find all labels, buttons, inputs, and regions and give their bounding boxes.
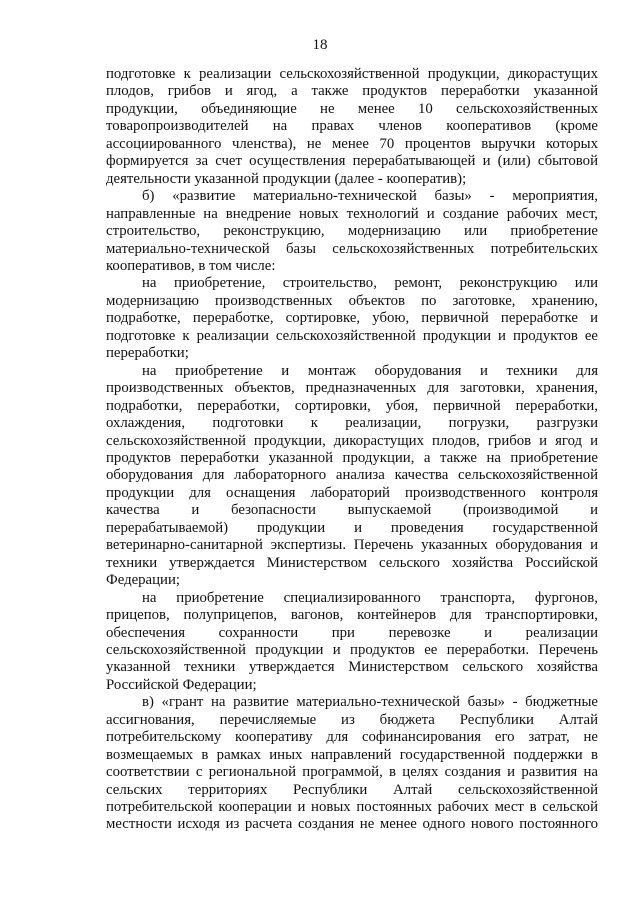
text-line: сельскохозяйственной продукции, дикорастущих плодов, грибов и ягод и (106, 432, 598, 449)
text-line: ассигнования, перечисляемые из бюджета Республики Алтай (106, 711, 598, 728)
paragraph (106, 188, 598, 275)
text-line: охлаждения, подготовки к реализации, погрузки, разгрузки (106, 415, 598, 432)
text-line: подготовке к реализации сельскохозяйственной продукции и продуктов ее (106, 327, 598, 344)
paragraph (106, 275, 598, 362)
text-line: переработки; (106, 345, 189, 362)
text-line: деятельности указанной продукции (далее - кооператив); (106, 170, 467, 187)
text-line: в) «грант на развитие материально-технической базы» - бюджетные (142, 694, 598, 711)
text-line: производственных объектов, предназначенных для заготовки, хранения, (106, 380, 598, 397)
text-line: сельских территориях Республики Алтай сельскохозяйственной (106, 781, 598, 798)
text-line: на приобретение и монтаж оборудования и техники для (142, 362, 598, 379)
text-line: обеспечения сохранности при перевозке и реализации (106, 624, 598, 641)
text-line: продуктов переработки указанной продукции, а также на приобретение (106, 449, 598, 466)
text-line: возмещаемых в рамках иных направлений государственной поддержки в (106, 746, 598, 763)
text-line: сельскохозяйственной продукции и продуктов ее переработки. Перечень (106, 641, 598, 658)
text-line: соответствии с региональной программой, в целях создания и развития на (106, 764, 598, 781)
text-line: материально-технической базы сельскохозяйственных потребительских (106, 240, 598, 257)
text-line: ассоциированного членства), не менее 70 процентов выручки которых (106, 135, 598, 152)
text-line: Российской Федерации; (106, 676, 257, 693)
page-number: 18 (312, 37, 328, 53)
text-line: местности исходя из расчета создания не менее одного нового постоянного (106, 816, 598, 833)
text-line: потребительской кооперации и новых постоянных рабочих мест в сельской (106, 799, 598, 816)
text-line: качества и безопасности выпускаемой (производимой и (106, 502, 598, 519)
text-line: прицепов, полуприцепов, вагонов, контейнеров для транспортировки, (106, 607, 598, 624)
text-line: на приобретение, строительство, ремонт, реконструкцию или (142, 275, 598, 292)
text-line: на приобретение специализированного транспорта, фургонов, (142, 589, 598, 606)
text-line: подработки, переработки, сортировки, убоя, первичной переработки, (106, 397, 598, 414)
paragraph (106, 694, 598, 834)
text-line: указанной техники утверждается Министерством сельского хозяйства (106, 659, 598, 676)
text-line: б) «развитие материально-технической базы» - мероприятия, (142, 188, 598, 205)
text-line: модернизацию производственных объектов по заготовке, хранению, (106, 292, 598, 309)
paragraph (106, 590, 598, 695)
text-line: Федерации; (106, 572, 180, 589)
text-line: потребительскому кооперативу для софинансирования его затрат, не (106, 729, 598, 746)
document-body (106, 66, 598, 834)
text-line: техники утверждается Министерством сельского хозяйства Российской (106, 554, 598, 571)
paragraph (106, 363, 598, 590)
text-line: товаропроизводителей на правах членов кооперативов (кроме (106, 118, 598, 135)
text-line: подработке, переработке, сортировке, убою, первичной переработке и (106, 310, 598, 327)
text-line: направленные на внедрение новых технологий и создание рабочих мест, (106, 205, 598, 222)
paragraph (106, 66, 598, 188)
text-line: ветеринарно-санитарной экспертизы. Перечень указанных оборудования и (106, 537, 598, 554)
text-line: строительство, реконструкцию, модернизацию или приобретение (106, 223, 598, 240)
text-line: продукции, объединяющие не менее 10 сельскохозяйственных (106, 100, 598, 117)
text-line: плодов, грибов и ягод, а также продуктов переработки указанной (106, 83, 598, 100)
text-line: перерабатываемой) продукции и проведения государственной (106, 519, 598, 536)
text-line: кооперативов, в том числе: (106, 257, 276, 274)
text-line: оборудования для лабораторного анализа качества сельскохозяйственной (106, 467, 598, 484)
text-line: подготовке к реализации сельскохозяйственной продукции, дикорастущих (106, 66, 598, 82)
text-line: продукции для оснащения лабораторий производственного контроля (106, 484, 598, 501)
text-line: формируется за счет осуществления перерабатывающей и (или) сбытовой (106, 153, 598, 170)
